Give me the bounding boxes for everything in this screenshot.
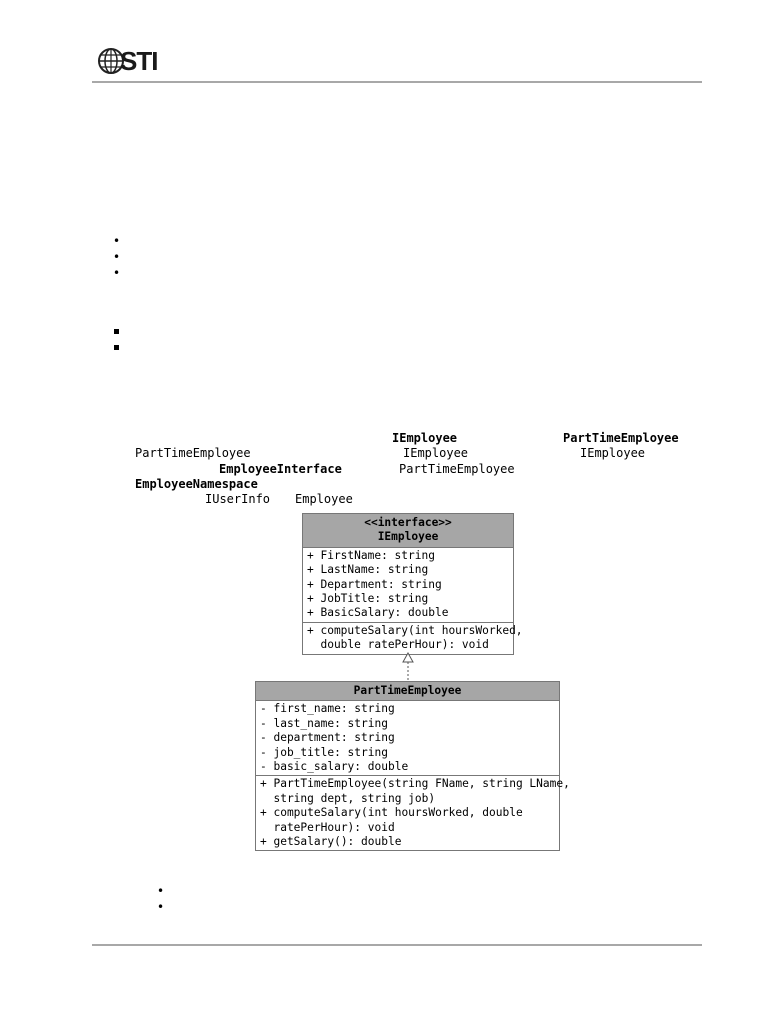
uml-class-name: PartTimeEmployee: [256, 682, 559, 701]
text-parttimeemployee: PartTimeEmployee: [563, 431, 679, 445]
uml-attribute: + Department: string: [307, 577, 442, 591]
uml-method: double ratePerHour): void: [307, 638, 489, 652]
text-parttimeemployee: PartTimeEmployee: [399, 462, 515, 476]
uml-interface-iemployee: [302, 513, 523, 655]
header-divider: [92, 81, 702, 83]
uml-attribute: - first_name: string: [260, 702, 395, 716]
realization-arrow: [398, 652, 418, 682]
text-employeeinterface: EmployeeInterface: [219, 462, 342, 476]
bullet-marker: •: [113, 250, 121, 264]
uml-attribute: - job_title: string: [260, 745, 388, 759]
uml-method: string dept, string job): [260, 791, 436, 805]
uml-method: + getSalary(): double: [260, 835, 402, 849]
uml-stereotype: <<interface>>: [364, 516, 452, 529]
sti-logo: [96, 46, 157, 76]
uml-method: + computeSalary(int hoursWorked, double: [260, 806, 523, 820]
uml-interface-name: IEmployee: [377, 530, 439, 544]
bullet-marker: •: [157, 884, 165, 898]
text-iemployee: IEmployee: [580, 446, 646, 460]
uml-methods: [303, 623, 523, 654]
uml-attribute: - last_name: string: [260, 716, 388, 730]
uml-attribute: + FirstName: string: [307, 548, 435, 562]
square-bullet: [114, 329, 119, 334]
footer-divider: [92, 944, 702, 946]
logo-text: STI: [120, 45, 158, 76]
text-iemployee: IEmployee: [403, 446, 469, 460]
square-bullet: [114, 345, 119, 350]
uml-attributes: [303, 548, 513, 623]
uml-attribute: - basic_salary: double: [260, 760, 409, 774]
uml-attribute: + BasicSalary: double: [307, 606, 449, 620]
bullet-marker: •: [113, 234, 121, 248]
uml-class-parttimeemployee: [255, 681, 570, 851]
bullet-marker: •: [157, 900, 165, 914]
uml-attribute: + JobTitle: string: [307, 592, 429, 606]
uml-method: + computeSalary(int hoursWorked,: [307, 623, 523, 637]
uml-method: + PartTimeEmployee(string FName, string LName,: [260, 777, 570, 791]
bullet-marker: •: [113, 266, 121, 280]
uml-methods: [256, 776, 570, 850]
text-employee: Employee: [295, 492, 353, 506]
text-parttimeemployee: PartTimeEmployee: [135, 446, 251, 460]
uml-attribute: - department: string: [260, 731, 395, 745]
text-iemployee: IEmployee: [392, 431, 458, 445]
uml-attributes: [256, 701, 559, 776]
uml-method: ratePerHour): void: [260, 820, 395, 834]
uml-interface-header: [303, 514, 513, 548]
text-employeenamespace: EmployeeNamespace: [135, 477, 258, 491]
uml-attribute: + LastName: string: [307, 563, 429, 577]
text-iuserinfo: IUserInfo: [205, 492, 271, 506]
